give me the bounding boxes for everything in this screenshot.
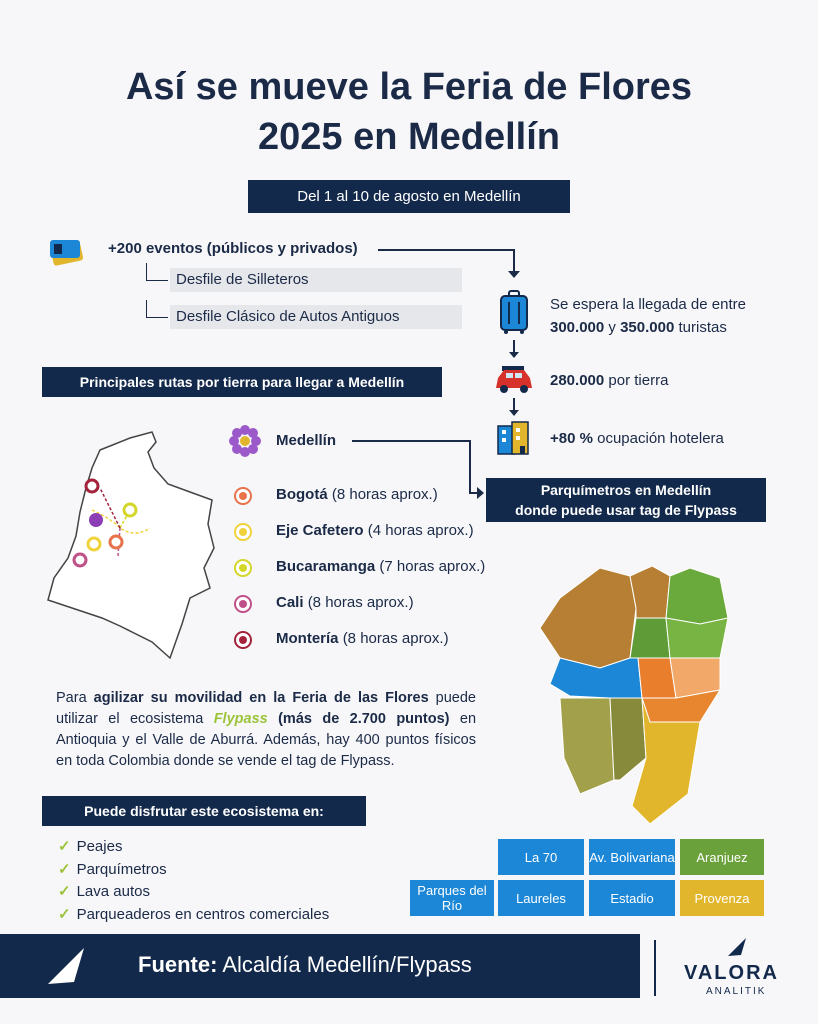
ecosystem-heading: Puede disfrutar este ecosistema en: xyxy=(42,796,366,826)
comuna-guayabal xyxy=(610,698,646,780)
flypass-paragraph xyxy=(56,688,476,772)
map-pin-bogota xyxy=(110,536,122,548)
arrow-down-icon xyxy=(509,352,519,358)
parking-heading xyxy=(486,478,766,522)
legend-tile-la-70: La 70 xyxy=(498,839,584,875)
route-city: Eje Cafetero xyxy=(276,522,364,539)
land-arrivals xyxy=(550,372,668,389)
check-icon: ✓ xyxy=(58,905,71,923)
paragraph-bold-1: agilizar su movilidad en la Feria de las Flores xyxy=(93,690,429,706)
map-pin-medellin xyxy=(89,513,103,527)
ecosystem-item xyxy=(58,859,329,882)
route-time: (8 horas aprox.) xyxy=(307,594,414,611)
flypass-logo: Flypass xyxy=(213,711,268,727)
parking-heading-line-2: donde puede usar tag de Flypass xyxy=(515,502,737,518)
route-marker-icon xyxy=(234,559,252,577)
source-footer xyxy=(0,934,640,998)
tickets-icon xyxy=(48,236,88,266)
map-pin-monteria xyxy=(86,480,98,492)
route-time: (4 horas aprox.) xyxy=(367,522,474,539)
branch-arrow-icon xyxy=(146,300,168,318)
paragraph-text-2: puede utilizar el ecosistema xyxy=(56,690,476,727)
car-icon xyxy=(494,364,534,396)
hotel-icon xyxy=(494,420,532,456)
comuna-belen xyxy=(560,698,614,794)
route-item xyxy=(276,630,449,647)
comuna-castilla xyxy=(630,566,670,618)
legend-tile-av-bolivariana: Av. Bolivariana xyxy=(589,839,675,875)
event-item: Desfile Clásico de Autos Antiguos xyxy=(170,305,462,329)
events-connector xyxy=(378,249,514,251)
events-heading: +200 eventos (públicos y privados) xyxy=(108,240,358,257)
page-title xyxy=(0,62,818,162)
legend-tile-estadio: Estadio xyxy=(589,880,675,916)
source-label: Fuente: xyxy=(138,952,218,977)
paragraph-bold-2: (más de 2.700 puntos) xyxy=(267,711,450,727)
arrival-text xyxy=(550,293,810,339)
legend-tile-provenza: Provenza xyxy=(680,880,764,916)
land-text: por tierra xyxy=(608,372,669,389)
route-time: (8 horas aprox.) xyxy=(342,630,449,647)
route-marker-icon xyxy=(234,631,252,649)
route-marker-icon xyxy=(234,595,252,613)
arrival-range xyxy=(550,316,810,339)
source-value: Alcaldía Medellín/Flypass xyxy=(222,952,472,977)
valora-sub: ANALITIK xyxy=(706,986,767,997)
valora-logo-icon xyxy=(726,936,748,958)
arrival-unit: turistas xyxy=(678,319,727,336)
date-banner: Del 1 al 10 de agosto en Medellín xyxy=(248,180,570,213)
map-pin-bucaramanga xyxy=(124,504,136,516)
ecosystem-item xyxy=(58,881,329,904)
route-item xyxy=(276,486,438,503)
title-line-2: 2025 en Medellín xyxy=(257,116,560,158)
arrival-min: 300.000 xyxy=(550,319,605,336)
flower-icon xyxy=(228,424,262,458)
route-time: (8 horas aprox.) xyxy=(331,486,438,503)
arrival-label: Se espera la llegada de entre xyxy=(550,296,746,313)
colombia-map xyxy=(40,428,220,668)
paragraph-text-1: Para xyxy=(56,690,94,706)
check-icon: ✓ xyxy=(58,860,71,878)
valora-brand: VALORA xyxy=(684,962,779,984)
source-text xyxy=(138,952,472,978)
arrow-right-icon xyxy=(477,487,484,499)
route-city: Montería xyxy=(276,630,339,647)
routes-heading: Principales rutas por tierra para llegar a Medellín xyxy=(42,367,442,397)
check-icon: ✓ xyxy=(58,883,71,900)
legend-tile-laureles: Laureles xyxy=(498,880,584,916)
ecosystem-item xyxy=(58,904,329,927)
legend-tile-aranjuez: Aranjuez xyxy=(680,839,764,875)
parking-heading-line-1: Parquímetros en Medellín xyxy=(540,482,712,498)
events-connector-down xyxy=(513,249,515,273)
hotel-text: ocupación hotelera xyxy=(597,430,724,447)
route-city: Cali xyxy=(276,594,304,611)
ecosystem-item-label: Lava autos xyxy=(76,883,150,900)
route-item xyxy=(276,558,485,575)
hotel-value: +80 % xyxy=(550,430,593,447)
branch-arrow-icon xyxy=(146,263,168,281)
ecosystem-item-label: Parquímetros xyxy=(76,860,167,878)
legend-tile-parques-del-rio: Parques del Río xyxy=(410,880,494,916)
route-center-label: Medellín xyxy=(276,432,337,449)
ecosystem-item-label: Parqueaderos en centros comerciales xyxy=(76,905,330,923)
route-item xyxy=(276,522,474,539)
medellin-connector-down xyxy=(469,440,471,494)
ecosystem-item xyxy=(58,836,329,859)
route-city: Bucaramanga xyxy=(276,558,376,575)
comuna-candelaria xyxy=(638,658,676,698)
arrow-down-icon xyxy=(509,410,519,416)
medellin-connector xyxy=(352,440,470,442)
route-marker-icon xyxy=(234,487,252,505)
medellin-comunas-map xyxy=(520,558,770,826)
paper-plane-icon xyxy=(44,944,88,988)
comuna-robledo xyxy=(540,568,636,668)
footer-divider xyxy=(654,940,656,996)
route-item xyxy=(276,594,414,611)
title-line-1: Así se mueve la Feria de Flores xyxy=(125,66,693,108)
check-icon: ✓ xyxy=(58,838,71,855)
arrival-conj: y xyxy=(608,319,616,336)
land-value: 280.000 xyxy=(550,372,605,389)
ecosystem-item-label: Peajes xyxy=(76,838,123,855)
map-pin-eje-cafetero xyxy=(88,538,100,550)
route-time: (7 horas aprox.) xyxy=(379,558,486,575)
comuna-manrique xyxy=(666,618,728,658)
route-city: Bogotá xyxy=(276,486,328,503)
map-pin-cali xyxy=(74,554,86,566)
route-marker-icon xyxy=(234,523,252,541)
ecosystem-list xyxy=(58,836,329,926)
paragraph-text-3: en Antioquia y el Valle de Aburrá. Además, hay 400 puntos físicos en toda Colombia donde se vende el tag de Flypass. xyxy=(56,711,477,769)
arrival-max: 350.000 xyxy=(620,319,675,336)
event-item: Desfile de Silleteros xyxy=(170,268,462,292)
comuna-aranjuez xyxy=(630,618,670,658)
hotel-occupancy xyxy=(550,430,724,447)
arrow-down-icon xyxy=(508,271,520,278)
comuna-santa-cruz-popular xyxy=(666,568,728,624)
suitcase-icon xyxy=(498,290,530,334)
